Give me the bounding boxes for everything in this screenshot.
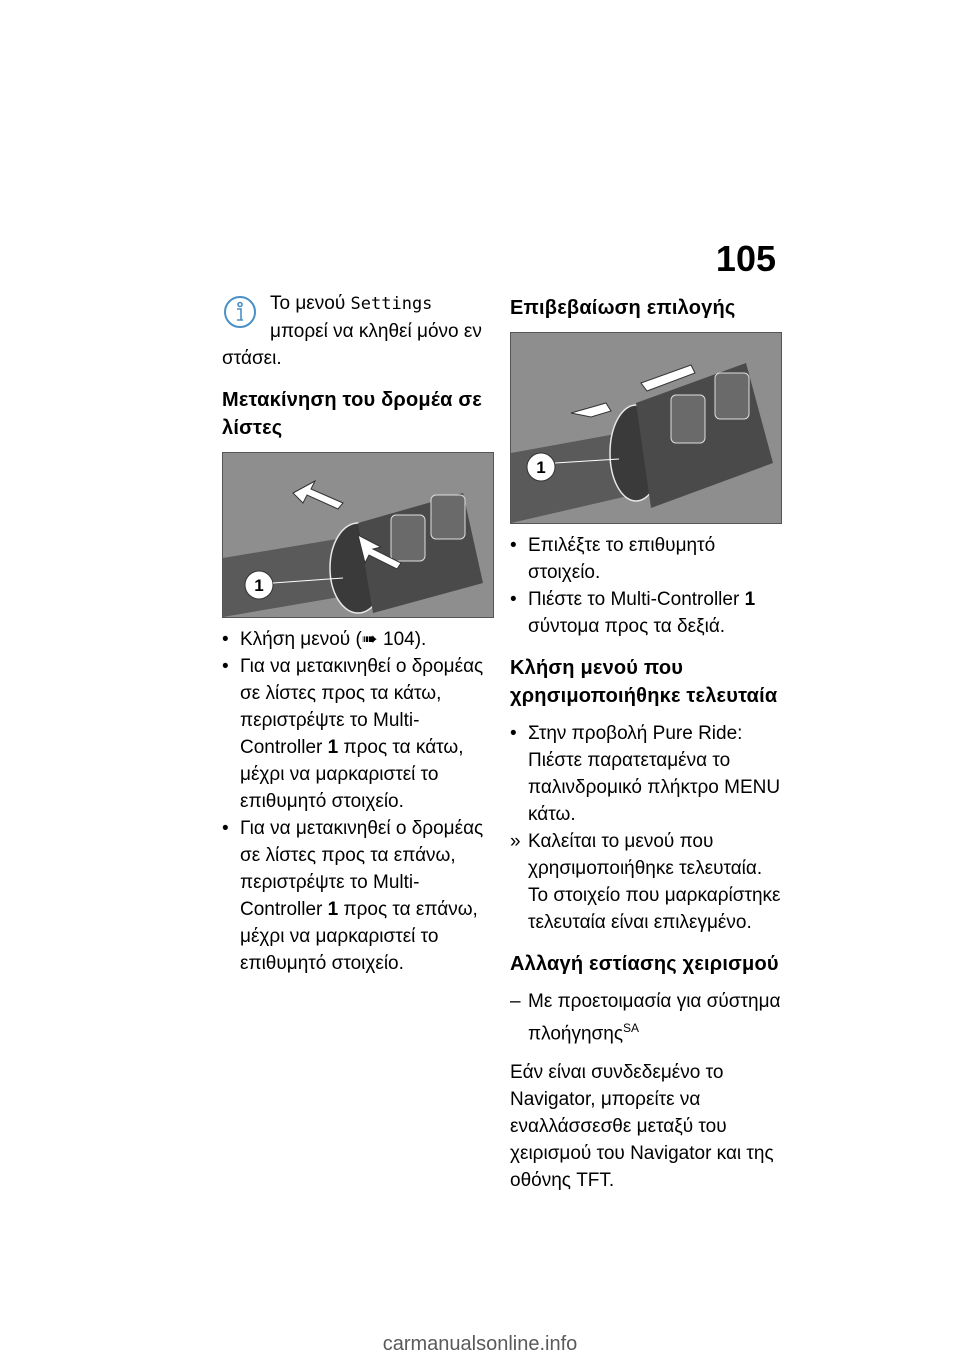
figure-label: 1 bbox=[254, 576, 264, 595]
watermark: carmanualsonline.info bbox=[382, 1333, 578, 1355]
list-item: • Επιλέξτε το επιθυμητό στοιχείο. bbox=[510, 535, 716, 583]
heading-focus-change: Αλλαγή εστίασης χειρισμού bbox=[510, 953, 779, 975]
focus-bullets bbox=[510, 988, 782, 1047]
heading-cursor-lists: Μετακίνηση του δρομέα σε λίστες bbox=[222, 389, 482, 439]
note-line-2: μπορεί να κληθεί μόνο εν bbox=[270, 321, 482, 342]
figure-label: 1 bbox=[536, 458, 546, 477]
list-item: • Κλήση μενού (➠ 104). bbox=[222, 629, 427, 650]
last-menu-bullets bbox=[510, 720, 782, 936]
settings-code: Settings bbox=[350, 294, 433, 314]
heading-last-menu: Κλήση μενού που χρησιμοποιήθηκε τελευταία bbox=[510, 657, 778, 707]
note-line-1: Το μενού Settings bbox=[270, 293, 433, 314]
list-item: • Για να μετακινηθεί ο δρομέας σε λίστες προς τα κάτω, περιστρέψτε το Multi-Controller 1 προς τα κάτω, μέχρι να μαρκαριστεί το επιθυμητό στοιχείο. bbox=[222, 656, 484, 812]
list-item: • Για να μετακινηθεί ο δρομέας σε λίστες προς τα επάνω, περιστρέψτε το Multi-Controller 1 προς τα επάνω, μέχρι να μαρκαριστεί το επιθυμητό στοιχείο. bbox=[222, 818, 484, 974]
list-item: » Καλείται το μενού που χρησιμοποιήθηκε τελευταία. Το στοιχείο που μαρκαρίστηκε τελευταία είναι επιλεγμένο. bbox=[510, 831, 781, 933]
navigator-paragraph: Εάν είναι συνδεδεμένο το Navigator, μπορείτε να εναλλάσσεσθε μεταξύ του χειρισμού του Navigator και της οθόνης TFT. bbox=[510, 1062, 774, 1192]
reference-arrow-icon: ➠ bbox=[361, 629, 378, 650]
handlebar-figure-confirm bbox=[510, 332, 782, 524]
confirm-bullets bbox=[510, 532, 782, 640]
info-note bbox=[222, 290, 494, 372]
handlebar-illustration bbox=[223, 453, 493, 617]
handlebar-figure-scroll bbox=[222, 452, 494, 618]
right-column bbox=[510, 290, 782, 1194]
info-icon bbox=[222, 294, 258, 330]
heading-confirm-selection: Επιβεβαίωση επιλογής bbox=[510, 297, 736, 319]
cursor-bullets bbox=[222, 626, 494, 977]
page-number: 105 bbox=[715, 238, 776, 279]
left-column bbox=[222, 290, 494, 977]
note-line-3: στάσει. bbox=[222, 348, 282, 369]
list-item: • Στην προβολή Pure Ride: Πιέστε παρατεταμένα το παλινδρομικό πλήκτρο MENU κάτω. bbox=[510, 723, 781, 825]
list-item: • Πιέστε το Multi-Controller 1 σύντομα προς τα δεξιά. bbox=[510, 589, 756, 637]
list-item: – Με προετοιμασία για σύστημα πλοήγησης$^{SA}$ bbox=[510, 991, 781, 1045]
handlebar-illustration-2 bbox=[511, 333, 781, 523]
special-accessory-badge: SA bbox=[622, 1021, 639, 1035]
